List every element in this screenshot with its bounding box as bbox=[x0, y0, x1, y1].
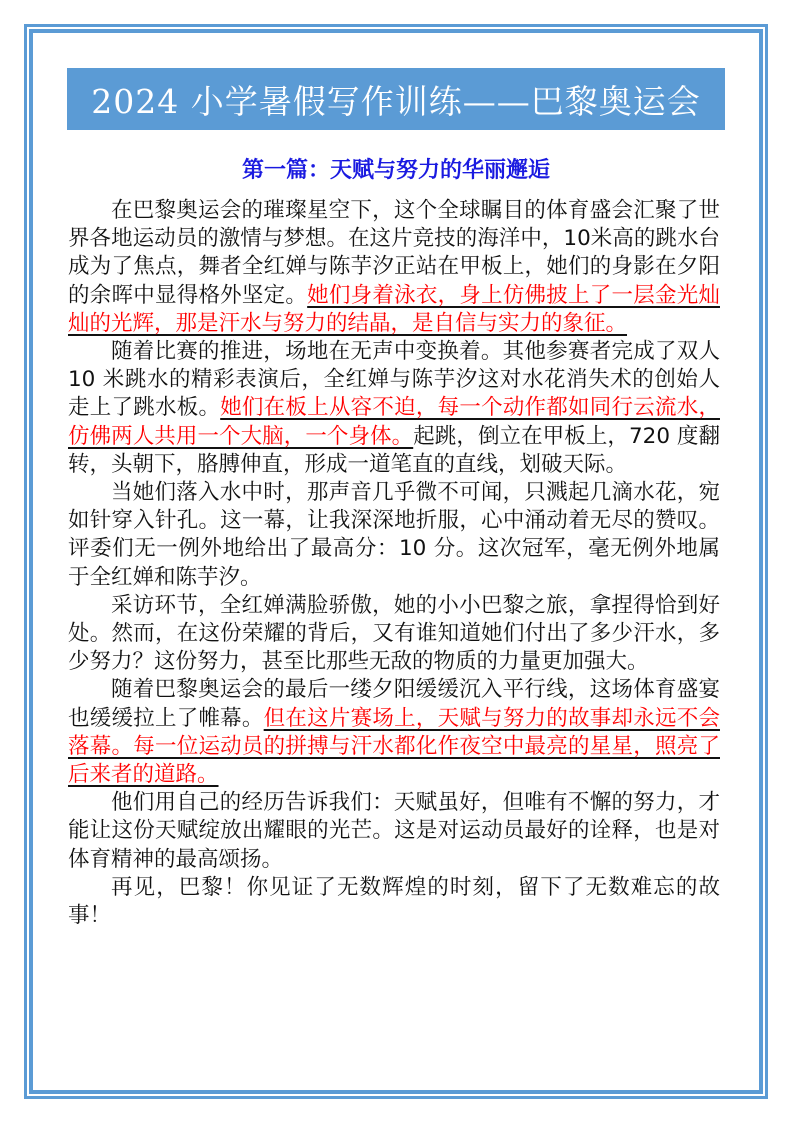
paragraph-text: 随着巴黎奥运会的最后一缕夕阳缓缓沉入平行线，这场体育盛宴也缓缓拉上了帷幕。 bbox=[68, 677, 720, 731]
highlighted-sentence: 她们在板上从容不迫，每一个动作都如同行云流水，仿佛两人共用一个大脑，一个身体。 bbox=[68, 395, 720, 449]
paragraph-2 bbox=[68, 338, 720, 479]
paragraph-3 bbox=[68, 479, 720, 592]
paragraph-text: 起跳，倒立在甲板上，720 度翻转，头朝下，胳膊伸直，形成一道笔直的直线，划破天际。 bbox=[68, 423, 720, 477]
paragraph-text: 再见，巴黎！你见证了无数辉煌的时刻，留下了无数难忘的故事！ bbox=[68, 874, 720, 929]
highlighted-sentence: 她们身着泳衣，身上仿佛披上了一层金光灿灿的光辉，那是汗水与努力的结晶，是自信与实力的象征。 bbox=[68, 282, 720, 336]
paragraph-text: 他们用自己的经历告诉我们：天赋虽好，但唯有不懈的努力，才能让这份天赋绽放出耀眼的光芒。这是对运动员最好的诠释，也是对体育精神的最高颂扬。 bbox=[68, 790, 720, 872]
paragraph-text: 采访环节，全红婵满脸骄傲，她的小小巴黎之旅，拿捏得恰到好处。然而，在这份荣耀的背后，又有谁知道她们付出了多少汗水，多少努力？这份努力，甚至比那些无敌的物质的力量更加强大。 bbox=[68, 592, 720, 675]
paragraph-1 bbox=[68, 197, 720, 338]
paragraph-text: 在巴黎奥运会的璀璨星空下，这个全球瞩目的体育盛会汇聚了世界各地运动员的激情与梦想。在这片竞技的海洋中，10米高的跳水台成为了焦点，舞者全红婵与陈芋汐正站在甲板上，她们的身影在夕阳的余晖中显得格外坚定。 bbox=[68, 198, 720, 308]
title-banner bbox=[67, 68, 725, 130]
paragraph-5 bbox=[68, 676, 720, 789]
paragraph-text: 当她们落入水中时，那声音几乎微不可闻，只溅起几滴水花，宛如针穿入针孔。这一幕，让我深深地折服，心中涌动着无尽的赞叹。评委们无一例外地给出了最高分：10 分。这次冠军，毫无例外地属于全红婵和陈芋汐。 bbox=[68, 480, 720, 590]
highlighted-sentence: 但在这片赛场上，天赋与努力的故事却永远不会落幕。每一位运动员的拼搏与汗水都化作夜空中最亮的星星，照亮了后来者的道路。 bbox=[68, 705, 720, 788]
paragraph-6 bbox=[68, 789, 720, 874]
article-subtitle: 第一篇：天赋与努力的华丽邂逅 bbox=[241, 158, 550, 183]
article-body bbox=[68, 197, 720, 930]
paragraph-text: 随着比赛的推进，场地在无声中变换着。其他参赛者完成了双人 10 米跳水的精彩表演后，全红婵与陈芋汐这对水花消失术的创始人走上了跳水板。 bbox=[68, 339, 720, 421]
page-title: 2024 小学暑假写作训练——巴黎奥运会 bbox=[91, 81, 701, 121]
paragraph-7 bbox=[68, 874, 720, 930]
paragraph-4 bbox=[68, 592, 720, 677]
